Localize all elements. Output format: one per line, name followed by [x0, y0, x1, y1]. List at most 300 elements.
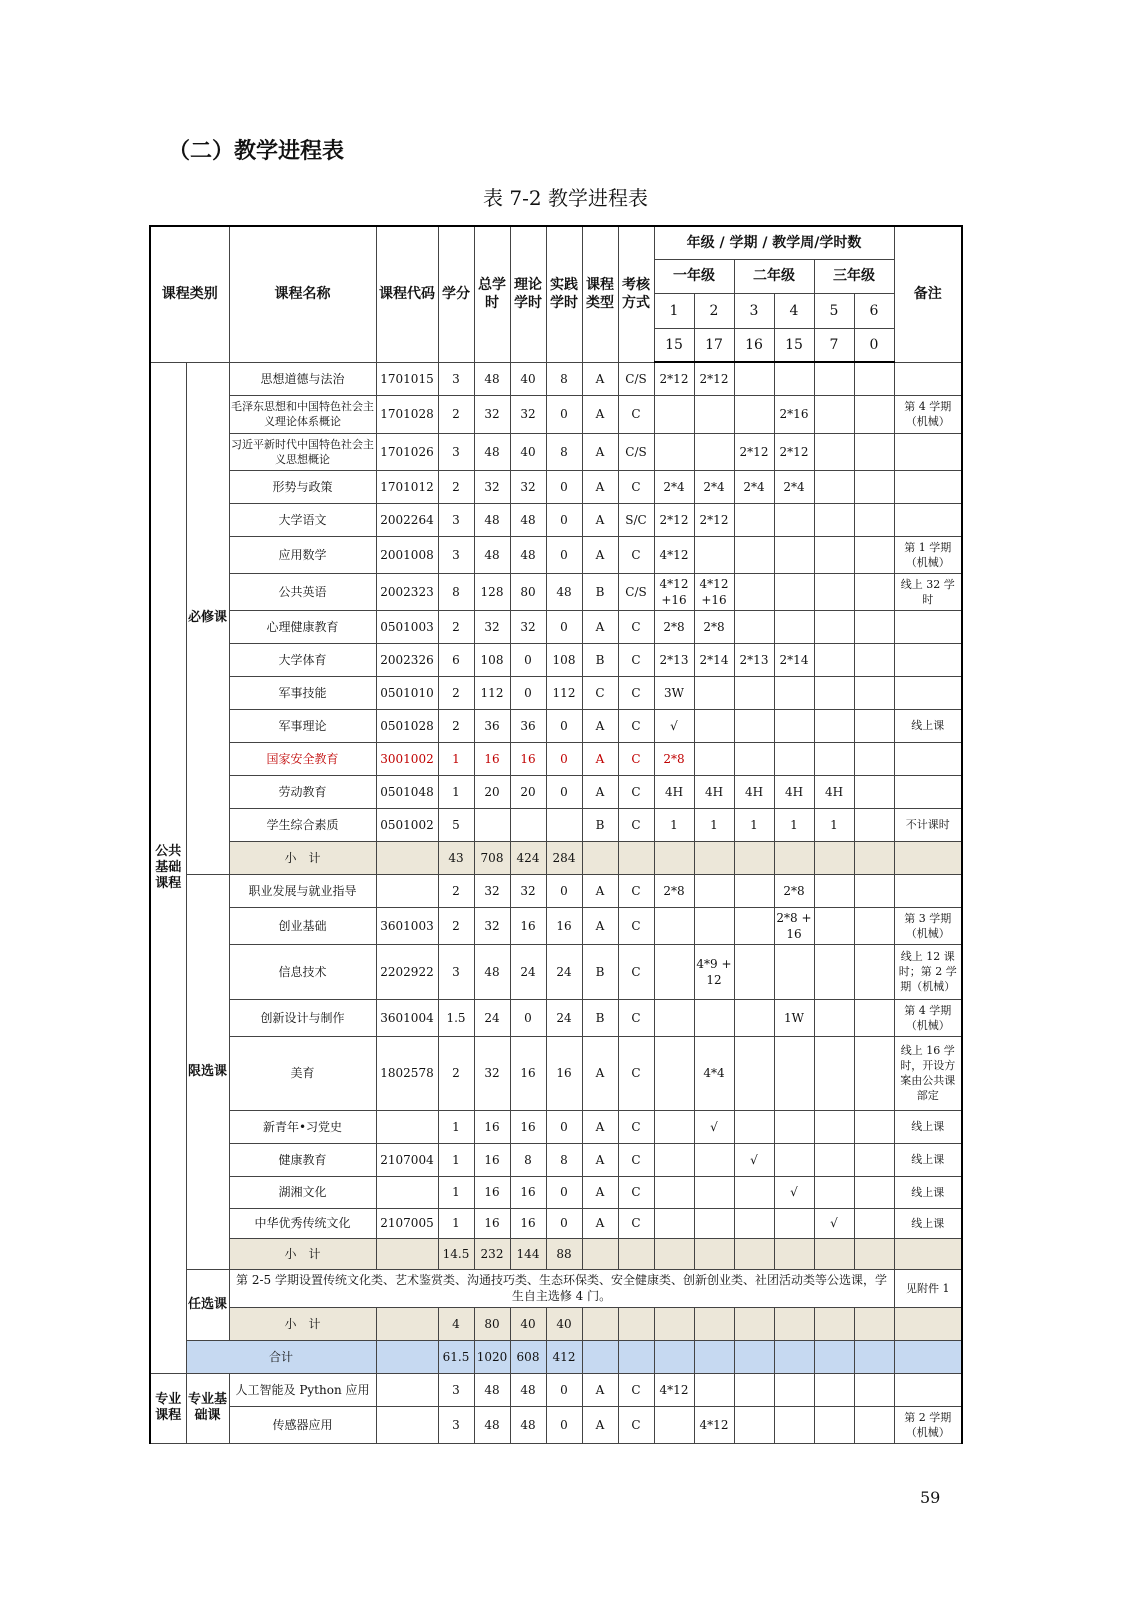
course-type: A — [582, 1208, 618, 1238]
course-code — [376, 1373, 438, 1406]
assessment: C/S — [618, 362, 654, 395]
credit: 2 — [438, 874, 474, 907]
theory-hours: 32 — [510, 395, 546, 433]
total-hours: 1020 — [474, 1340, 510, 1373]
semester-5 — [814, 1110, 854, 1143]
theory-hours: 20 — [510, 775, 546, 808]
semester-3: 2*13 — [734, 643, 774, 676]
total-hours: 48 — [474, 944, 510, 999]
empty-cell — [694, 1238, 734, 1269]
practice-hours: 8 — [546, 433, 582, 470]
semester-3 — [734, 676, 774, 709]
semester-1: 2*8 — [654, 742, 694, 775]
credit: 1 — [438, 1208, 474, 1238]
group-professional-basic: 专业基础课 — [186, 1373, 229, 1443]
header-theory-hours: 理论学时 — [510, 226, 546, 362]
empty-cell — [814, 1340, 854, 1373]
practice-hours: 0 — [546, 874, 582, 907]
practice-hours: 8 — [546, 362, 582, 395]
semester-5 — [814, 362, 854, 395]
semester-5 — [814, 676, 854, 709]
credit: 3 — [438, 362, 474, 395]
practice-hours: 0 — [546, 1110, 582, 1143]
empty-cell — [694, 841, 734, 874]
total-hours: 32 — [474, 874, 510, 907]
semester-6 — [854, 999, 894, 1036]
credit: 3 — [438, 536, 474, 573]
table-row — [150, 1036, 962, 1110]
table-row — [150, 610, 962, 643]
credit: 1.5 — [438, 999, 474, 1036]
practice-hours: 0 — [546, 536, 582, 573]
semester-6 — [854, 362, 894, 395]
semester-3 — [734, 742, 774, 775]
assessment: C — [618, 395, 654, 433]
course-code — [376, 1110, 438, 1143]
course-name: 应用数学 — [229, 536, 376, 573]
empty-cell — [582, 841, 618, 874]
course-type: B — [582, 573, 618, 610]
course-name: 湖湘文化 — [229, 1176, 376, 1208]
semester-6 — [854, 775, 894, 808]
semester-3: √ — [734, 1143, 774, 1176]
theory-hours: 16 — [510, 1176, 546, 1208]
semester-4: 2*14 — [774, 643, 814, 676]
header-grade: 二年级 — [734, 259, 814, 293]
credit: 8 — [438, 573, 474, 610]
course-name: 创业基础 — [229, 907, 376, 944]
empty-cell — [618, 841, 654, 874]
practice-hours: 0 — [546, 1373, 582, 1406]
semester-3 — [734, 503, 774, 536]
semester-6 — [854, 1036, 894, 1110]
course-name: 大学语文 — [229, 503, 376, 536]
remark: 第 4 学期（机械） — [894, 395, 962, 433]
remark: 线上课 — [894, 1143, 962, 1176]
semester-6 — [854, 676, 894, 709]
course-name: 人工智能及 Python 应用 — [229, 1373, 376, 1406]
empty-cell — [618, 1340, 654, 1373]
semester-2 — [694, 1373, 734, 1406]
header-practice-hours: 实践学时 — [546, 226, 582, 362]
total-hours: 16 — [474, 742, 510, 775]
course-type: A — [582, 1176, 618, 1208]
semester-5 — [814, 1373, 854, 1406]
empty-cell — [734, 1340, 774, 1373]
semester-2: √ — [694, 1110, 734, 1143]
assessment: S/C — [618, 503, 654, 536]
semester-6 — [854, 1373, 894, 1406]
semester-3 — [734, 1406, 774, 1443]
table-row — [150, 742, 962, 775]
semester-3 — [734, 1176, 774, 1208]
table-caption: 表 7-2 教学进程表 — [483, 186, 648, 210]
semester-2: 2*12 — [694, 503, 734, 536]
remark — [894, 775, 962, 808]
semester-1 — [654, 1406, 694, 1443]
semester-6 — [854, 573, 894, 610]
semester-3: 1 — [734, 808, 774, 841]
semester-3 — [734, 573, 774, 610]
course-code: 2002264 — [376, 503, 438, 536]
table-row — [150, 1406, 962, 1443]
header-grade: 三年级 — [814, 259, 894, 293]
course-name: 国家安全教育 — [229, 742, 376, 775]
semester-5 — [814, 433, 854, 470]
semester-5: 4H — [814, 775, 854, 808]
practice-hours: 0 — [546, 470, 582, 503]
empty-cell — [654, 1340, 694, 1373]
theory-hours: 36 — [510, 709, 546, 742]
practice-hours: 112 — [546, 676, 582, 709]
empty-cell — [582, 1340, 618, 1373]
semester-4 — [774, 676, 814, 709]
semester-2 — [694, 874, 734, 907]
remark: 线上课 — [894, 1176, 962, 1208]
total-hours: 32 — [474, 907, 510, 944]
remark — [894, 742, 962, 775]
semester-6 — [854, 643, 894, 676]
assessment: C — [618, 1208, 654, 1238]
header-weeks: 15 — [774, 328, 814, 362]
subtotal-practice: 40 — [546, 1307, 582, 1340]
assessment: C — [618, 742, 654, 775]
total-hours: 108 — [474, 643, 510, 676]
practice-hours: 0 — [546, 503, 582, 536]
course-code: 0501048 — [376, 775, 438, 808]
semester-3 — [734, 709, 774, 742]
remark: 线上 12 课时；第 2 学期（机械） — [894, 944, 962, 999]
theory-hours: 48 — [510, 536, 546, 573]
group-elective: 任选课 — [186, 1269, 229, 1340]
semester-1 — [654, 1110, 694, 1143]
total-practice: 412 — [546, 1340, 582, 1373]
remark: 线上 32 学时 — [894, 573, 962, 610]
course-name: 学生综合素质 — [229, 808, 376, 841]
theory-hours: 16 — [510, 1208, 546, 1238]
table-row — [150, 999, 962, 1036]
semester-6 — [854, 536, 894, 573]
semester-3 — [734, 395, 774, 433]
subtotal-credit: 4 — [438, 1307, 474, 1340]
semester-5 — [814, 610, 854, 643]
semester-4: 2*4 — [774, 470, 814, 503]
subtotal-row — [150, 1238, 962, 1269]
semester-5 — [814, 874, 854, 907]
remark: 不计课时 — [894, 808, 962, 841]
table-row — [150, 573, 962, 610]
credit: 2 — [438, 395, 474, 433]
credit: 5 — [438, 808, 474, 841]
course-type: A — [582, 395, 618, 433]
assessment: C — [618, 536, 654, 573]
semester-1: 2*4 — [654, 470, 694, 503]
header-semester: 4 — [774, 293, 814, 328]
assessment: C — [618, 676, 654, 709]
header-semester: 1 — [654, 293, 694, 328]
empty-cell — [734, 1307, 774, 1340]
semester-5 — [814, 1406, 854, 1443]
total-label: 合计 — [186, 1340, 376, 1373]
semester-4: 1W — [774, 999, 814, 1036]
empty-cell — [854, 1340, 894, 1373]
total-theory: 608 — [510, 1340, 546, 1373]
remark: 线上 16 学时，开设方案由公共课部定 — [894, 1036, 962, 1110]
theory-hours: 80 — [510, 573, 546, 610]
empty-cell — [618, 1238, 654, 1269]
total-hours — [474, 808, 510, 841]
course-type: A — [582, 709, 618, 742]
course-type: A — [582, 470, 618, 503]
theory-hours: 0 — [510, 643, 546, 676]
section-heading: （二）教学进程表 — [168, 139, 345, 164]
course-type: A — [582, 503, 618, 536]
course-code: 2107004 — [376, 1143, 438, 1176]
semester-6 — [854, 1143, 894, 1176]
total-hours: 48 — [474, 1406, 510, 1443]
header-credit: 学分 — [438, 226, 474, 362]
table-row — [150, 775, 962, 808]
total-hours: 32 — [474, 395, 510, 433]
semester-2 — [694, 1143, 734, 1176]
course-code: 1701012 — [376, 470, 438, 503]
semester-3: 2*4 — [734, 470, 774, 503]
assessment: C/S — [618, 433, 654, 470]
semester-2: 4*9 +12 — [694, 944, 734, 999]
assessment: C — [618, 470, 654, 503]
table-row — [150, 395, 962, 433]
semester-4 — [774, 1110, 814, 1143]
assessment: C — [618, 999, 654, 1036]
semester-5 — [814, 742, 854, 775]
semester-3 — [734, 907, 774, 944]
semester-4: 4H — [774, 775, 814, 808]
empty-cell — [734, 841, 774, 874]
semester-2: 2*12 — [694, 362, 734, 395]
remark — [894, 676, 962, 709]
course-code: 0501028 — [376, 709, 438, 742]
empty-cell — [694, 1307, 734, 1340]
group-public-basic: 公共基础课程 — [150, 362, 186, 1373]
course-code: 3601003 — [376, 907, 438, 944]
course-type: A — [582, 433, 618, 470]
empty-cell — [894, 841, 962, 874]
course-code: 1701026 — [376, 433, 438, 470]
total-credit: 61.5 — [438, 1340, 474, 1373]
semester-2 — [694, 999, 734, 1036]
semester-6 — [854, 395, 894, 433]
practice-hours: 0 — [546, 395, 582, 433]
assessment: C — [618, 1110, 654, 1143]
course-code: 2107005 — [376, 1208, 438, 1238]
theory-hours: 32 — [510, 470, 546, 503]
course-code: 2002326 — [376, 643, 438, 676]
header-grade-group: 年级 / 学期 / 教学周/学时数 — [654, 226, 894, 259]
course-type: A — [582, 1406, 618, 1443]
theory-hours: 0 — [510, 999, 546, 1036]
course-type: A — [582, 610, 618, 643]
semester-2 — [694, 395, 734, 433]
credit: 2 — [438, 470, 474, 503]
course-name: 大学体育 — [229, 643, 376, 676]
group-limited: 限选课 — [186, 874, 229, 1269]
semester-4: 1 — [774, 808, 814, 841]
assessment: C — [618, 1373, 654, 1406]
remark: 第 4 学期（机械） — [894, 999, 962, 1036]
theory-hours: 16 — [510, 1110, 546, 1143]
header-weeks: 0 — [854, 328, 894, 362]
assessment: C — [618, 1143, 654, 1176]
header-semester: 2 — [694, 293, 734, 328]
subtotal-row — [150, 1307, 962, 1340]
empty-cell — [582, 1238, 618, 1269]
credit: 3 — [438, 1406, 474, 1443]
remark — [894, 433, 962, 470]
semester-2 — [694, 742, 734, 775]
theory-hours: 48 — [510, 503, 546, 536]
course-code — [376, 1406, 438, 1443]
semester-2 — [694, 907, 734, 944]
practice-hours: 0 — [546, 742, 582, 775]
total-hours: 112 — [474, 676, 510, 709]
subtotal-label: 小 计 — [229, 1238, 376, 1269]
theory-hours: 32 — [510, 874, 546, 907]
remark: 线上课 — [894, 709, 962, 742]
group-professional: 专业课程 — [150, 1373, 186, 1443]
semester-1: 2*8 — [654, 610, 694, 643]
header-grade: 一年级 — [654, 259, 734, 293]
credit: 6 — [438, 643, 474, 676]
semester-1: 1 — [654, 808, 694, 841]
semester-5 — [814, 643, 854, 676]
course-name: 职业发展与就业指导 — [229, 874, 376, 907]
semester-6 — [854, 610, 894, 643]
empty-cell — [734, 1238, 774, 1269]
semester-3: 4H — [734, 775, 774, 808]
semester-3 — [734, 874, 774, 907]
semester-1 — [654, 1143, 694, 1176]
practice-hours: 24 — [546, 944, 582, 999]
table-row — [150, 676, 962, 709]
credit: 3 — [438, 433, 474, 470]
semester-1 — [654, 1036, 694, 1110]
empty-cell — [774, 1307, 814, 1340]
total-hours: 20 — [474, 775, 510, 808]
group-required: 必修课 — [186, 362, 229, 874]
header-weeks: 7 — [814, 328, 854, 362]
semester-4 — [774, 536, 814, 573]
semester-4: 2*8 +16 — [774, 907, 814, 944]
course-code: 3601004 — [376, 999, 438, 1036]
semester-2: 2*14 — [694, 643, 734, 676]
empty-cell — [894, 1238, 962, 1269]
semester-5 — [814, 395, 854, 433]
semester-4 — [774, 1143, 814, 1176]
semester-6 — [854, 1406, 894, 1443]
course-name: 美育 — [229, 1036, 376, 1110]
empty-cell — [854, 841, 894, 874]
table-row — [150, 1143, 962, 1176]
credit: 1 — [438, 742, 474, 775]
subtotal-label: 小 计 — [229, 1307, 376, 1340]
assessment: C — [618, 1406, 654, 1443]
header-course-name: 课程名称 — [229, 226, 376, 362]
semester-4: 2*12 — [774, 433, 814, 470]
semester-5 — [814, 999, 854, 1036]
course-type: B — [582, 999, 618, 1036]
course-type: A — [582, 742, 618, 775]
subtotal-row — [150, 841, 962, 874]
semester-3 — [734, 999, 774, 1036]
theory-hours: 0 — [510, 676, 546, 709]
semester-5: √ — [814, 1208, 854, 1238]
empty-cell — [654, 841, 694, 874]
empty-cell — [654, 1238, 694, 1269]
empty-cell — [854, 1307, 894, 1340]
assessment: C — [618, 874, 654, 907]
assessment: C — [618, 907, 654, 944]
semester-5: 1 — [814, 808, 854, 841]
credit: 2 — [438, 676, 474, 709]
course-type: A — [582, 1110, 618, 1143]
practice-hours: 48 — [546, 573, 582, 610]
practice-hours: 0 — [546, 775, 582, 808]
course-name: 中华优秀传统文化 — [229, 1208, 376, 1238]
practice-hours: 0 — [546, 1208, 582, 1238]
table-row — [150, 536, 962, 573]
remark — [894, 643, 962, 676]
total-hours: 32 — [474, 610, 510, 643]
practice-hours: 0 — [546, 610, 582, 643]
course-name: 创新设计与制作 — [229, 999, 376, 1036]
table-row — [150, 433, 962, 470]
empty-cell — [582, 1307, 618, 1340]
subtotal-practice: 88 — [546, 1238, 582, 1269]
course-type: A — [582, 1143, 618, 1176]
semester-5 — [814, 470, 854, 503]
semester-3 — [734, 944, 774, 999]
theory-hours: 8 — [510, 1143, 546, 1176]
empty-cell — [376, 1340, 438, 1373]
course-code: 3001002 — [376, 742, 438, 775]
course-code: 1701028 — [376, 395, 438, 433]
semester-2: 4*12 — [694, 1406, 734, 1443]
empty-cell — [774, 1340, 814, 1373]
course-name: 心理健康教育 — [229, 610, 376, 643]
course-name: 健康教育 — [229, 1143, 376, 1176]
empty-cell — [654, 1307, 694, 1340]
assessment: C — [618, 709, 654, 742]
practice-hours: 16 — [546, 1036, 582, 1110]
course-type: A — [582, 874, 618, 907]
semester-1: 2*12 — [654, 503, 694, 536]
empty-cell — [376, 1238, 438, 1269]
semester-1: 4*12 — [654, 1373, 694, 1406]
empty-cell — [814, 841, 854, 874]
semester-5 — [814, 709, 854, 742]
table-row — [150, 643, 962, 676]
semester-6 — [854, 433, 894, 470]
remark: 线上课 — [894, 1208, 962, 1238]
course-type: A — [582, 536, 618, 573]
semester-1: √ — [654, 709, 694, 742]
course-code: 2002323 — [376, 573, 438, 610]
semester-2 — [694, 676, 734, 709]
course-code: 2001008 — [376, 536, 438, 573]
header-weeks: 17 — [694, 328, 734, 362]
semester-2: 2*4 — [694, 470, 734, 503]
theory-hours — [510, 808, 546, 841]
